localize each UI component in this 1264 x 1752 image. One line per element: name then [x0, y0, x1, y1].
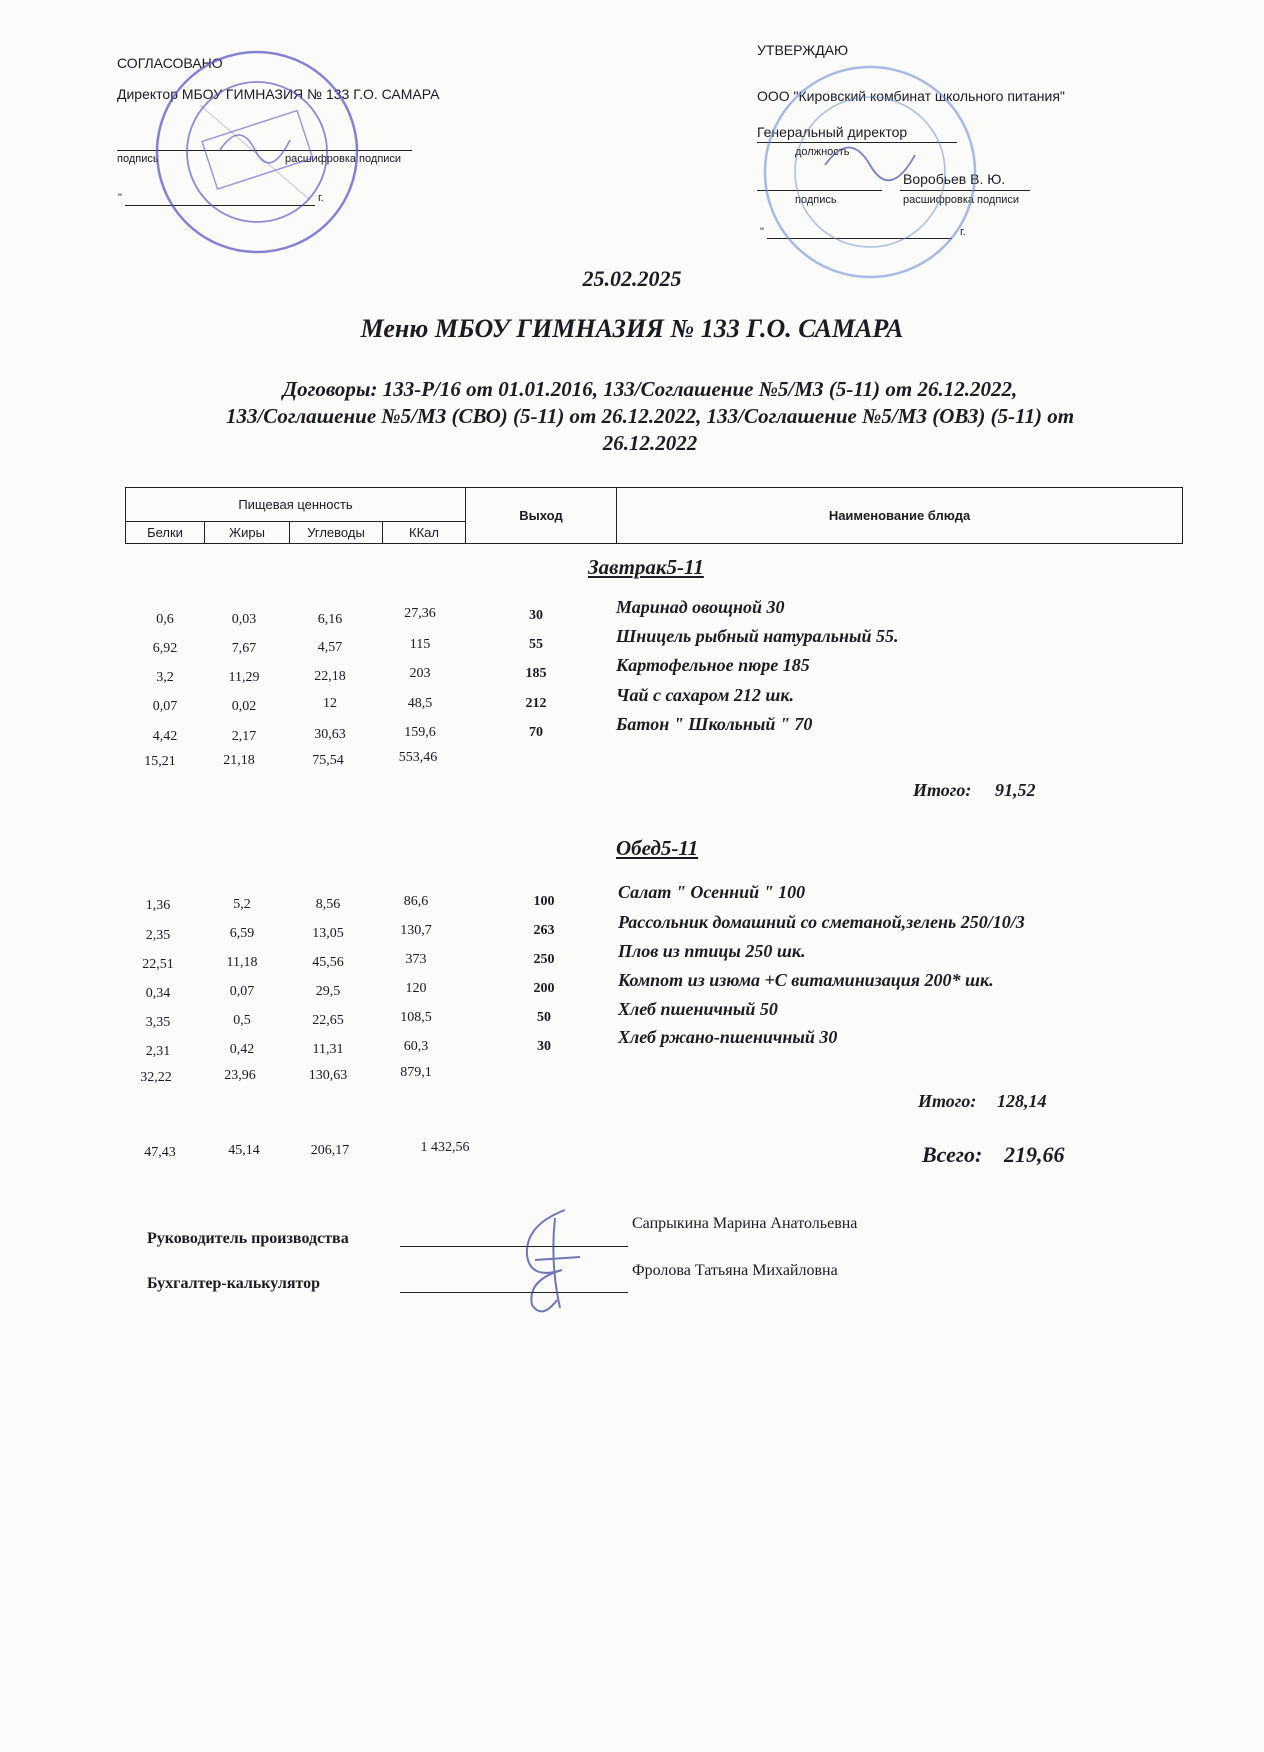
proteins-grand-total: 47,43	[144, 1145, 176, 1160]
date-year: г.	[318, 192, 324, 204]
proteins-total: 32,22	[140, 1070, 172, 1085]
col-proteins: Белки	[126, 522, 205, 544]
fats-total: 21,18	[223, 753, 255, 768]
fats-grand-total: 45,14	[228, 1143, 260, 1158]
kcal-total: 879,1	[400, 1065, 432, 1080]
school-stamp-icon	[150, 45, 365, 260]
output-value: 100	[533, 894, 555, 909]
fats-value: 0,03	[231, 612, 257, 627]
output-value: 30	[537, 1039, 551, 1054]
carbs-value: 11,31	[312, 1042, 344, 1057]
proteins-value: 0,6	[156, 612, 174, 627]
proteins-value: 22,51	[142, 957, 174, 972]
output-value: 250	[533, 952, 555, 967]
date-quote: "	[118, 192, 122, 204]
dish-name-header: Наименование блюда	[617, 488, 1183, 544]
kcal-total: 553,46	[398, 750, 438, 765]
dish-name: Плов из птицы 250 шк.	[618, 941, 806, 961]
production-head-role: Руководитель производства	[147, 1230, 349, 1247]
carbs-value: 22,65	[312, 1013, 344, 1028]
output-value: 30	[529, 608, 543, 623]
fats-value: 11,18	[226, 955, 258, 970]
kcal-grand-total: 1 432,56	[420, 1140, 470, 1155]
dish-name: Шницель рыбный натуральный 55.	[616, 626, 899, 646]
carbs-value: 12	[323, 696, 337, 711]
output-value: 212	[525, 696, 547, 711]
fats-value: 0,5	[233, 1013, 251, 1028]
accountant-role: Бухгалтер-калькулятор	[147, 1275, 321, 1292]
fats-value: 0,02	[231, 699, 257, 714]
table-header	[125, 487, 1183, 544]
kcal-value: 373	[405, 952, 427, 967]
carbs-grand-total: 206,17	[310, 1143, 350, 1158]
sign-caption: подпись	[117, 153, 159, 165]
proteins-value: 2,31	[145, 1044, 171, 1059]
carbs-value: 13,05	[312, 926, 344, 941]
dish-name: Картофельное пюре 185	[616, 655, 810, 675]
carbs-value: 22,18	[314, 669, 346, 684]
itogo-value: 128,14	[997, 1091, 1047, 1111]
approved-left-heading: СОГЛАСОВАНО	[117, 55, 223, 71]
output-value: 185	[525, 666, 547, 681]
approved-left-position: Директор МБОУ ГИМНАЗИЯ № 133 Г.О. САМАРА	[117, 86, 440, 102]
output-value: 70	[529, 725, 543, 740]
accountant-name: Фролова Татьяна Михайловна	[632, 1262, 838, 1279]
vsego-value: 219,66	[1004, 1142, 1065, 1167]
kcal-value: 203	[409, 666, 431, 681]
section-title-breakfast: Завтрак5-11	[588, 555, 704, 579]
fats-total: 23,96	[224, 1068, 256, 1083]
output-value: 50	[537, 1010, 551, 1025]
date-year: г.	[960, 226, 966, 238]
vsego-label: Всего:	[922, 1142, 983, 1167]
proteins-value: 0,34	[145, 986, 171, 1001]
proteins-value: 3,2	[156, 670, 174, 685]
proteins-value: 1,36	[145, 898, 171, 913]
col-kcal: ККал	[383, 522, 466, 544]
kcal-value: 115	[409, 637, 431, 652]
approved-right-position: Генеральный директор	[757, 124, 908, 140]
page-title: Меню МБОУ ГИМНАЗИЯ № 133 Г.О. САМАРА	[360, 314, 904, 343]
fats-value: 7,67	[231, 641, 257, 656]
company-stamp-icon	[755, 60, 985, 285]
proteins-total: 15,21	[144, 754, 176, 769]
output-value: 263	[533, 923, 555, 938]
dish-name: Батон " Школьный " 70	[616, 714, 813, 734]
carbs-value: 45,56	[312, 955, 344, 970]
fats-value: 11,29	[228, 670, 260, 685]
proteins-value: 6,92	[152, 641, 178, 656]
contracts-line-3: 26.12.2022	[602, 431, 698, 455]
position-caption: должность	[795, 146, 850, 158]
carbs-value: 8,56	[315, 897, 341, 912]
dish-name: Салат " Осенний " 100	[618, 882, 806, 902]
kcal-value: 108,5	[400, 1010, 432, 1025]
itogo-label: Итого:	[918, 1091, 977, 1111]
contracts-line-1: Договоры: 133-Р/16 от 01.01.2016, 133/Соглашение №5/МЗ (5-11) от 26.12.2022,	[282, 377, 1018, 401]
col-carbs: Углеводы	[290, 522, 383, 544]
col-fats: Жиры	[205, 522, 290, 544]
decode-caption: расшифровка подписи	[285, 153, 402, 165]
approved-right-org: ООО "Кировский комбинат школьного питания"	[757, 88, 1065, 104]
output-value: 200	[533, 981, 555, 996]
approved-right-heading: УТВЕРЖДАЮ	[757, 42, 849, 58]
contracts-line-2: 133/Соглашение №5/МЗ (СВО) (5-11) от 26.12.2022, 133/Соглашение №5/МЗ (ОВЗ) (5-11) от	[225, 404, 1075, 428]
proteins-value: 4,42	[152, 729, 178, 744]
itogo-label: Итого:	[913, 780, 972, 800]
output-value: 55	[529, 637, 543, 652]
carbs-value: 29,5	[315, 984, 341, 999]
carbs-total: 130,63	[308, 1068, 348, 1083]
kcal-value: 120	[405, 981, 427, 996]
proteins-value: 3,35	[145, 1015, 171, 1030]
fats-value: 5,2	[233, 897, 251, 912]
itogo-value: 91,52	[995, 780, 1036, 800]
fats-value: 0,07	[229, 984, 255, 999]
kcal-value: 86,6	[403, 894, 429, 909]
nutrition-header: Пищевая ценность	[126, 488, 466, 522]
carbs-value: 30,63	[314, 727, 346, 742]
kcal-value: 159,6	[404, 725, 436, 740]
dish-name: Чай с сахаром 212 шк.	[616, 685, 795, 705]
handwritten-signature-icon	[495, 1198, 620, 1323]
fats-value: 2,17	[231, 729, 257, 744]
dish-name: Хлеб ржано-пшеничный 30	[618, 1027, 838, 1047]
sign-caption: подпись	[795, 194, 837, 206]
kcal-value: 48,5	[407, 696, 433, 711]
carbs-value: 6,16	[317, 612, 343, 627]
carbs-total: 75,54	[312, 753, 344, 768]
approved-right-signer: Воробьев В. Ю.	[903, 171, 1006, 187]
fats-value: 0,42	[229, 1042, 255, 1057]
decode-caption: расшифровка подписи	[903, 194, 1020, 206]
proteins-value: 0,07	[152, 699, 178, 714]
dish-name: Маринад овощной 30	[616, 597, 785, 617]
fats-value: 6,59	[229, 926, 255, 941]
dish-name: Компот из изюма +С витаминизация 200* шк.	[618, 970, 994, 990]
dish-name: Хлеб пшеничный 50	[618, 999, 778, 1019]
date-quote: "	[760, 226, 764, 238]
menu-date: 25.02.2025	[582, 266, 682, 291]
production-head-name: Сапрыкина Марина Анатольевна	[632, 1215, 858, 1232]
section-title-lunch: Обед5-11	[616, 836, 699, 860]
carbs-value: 4,57	[317, 640, 343, 655]
proteins-value: 2,35	[145, 928, 171, 943]
output-header: Выход	[466, 488, 617, 544]
kcal-value: 27,36	[404, 606, 436, 621]
dish-name: Рассольник домашний со сметаной,зелень 250/10/3	[618, 912, 1025, 932]
kcal-value: 130,7	[400, 923, 432, 938]
kcal-value: 60,3	[403, 1039, 429, 1054]
